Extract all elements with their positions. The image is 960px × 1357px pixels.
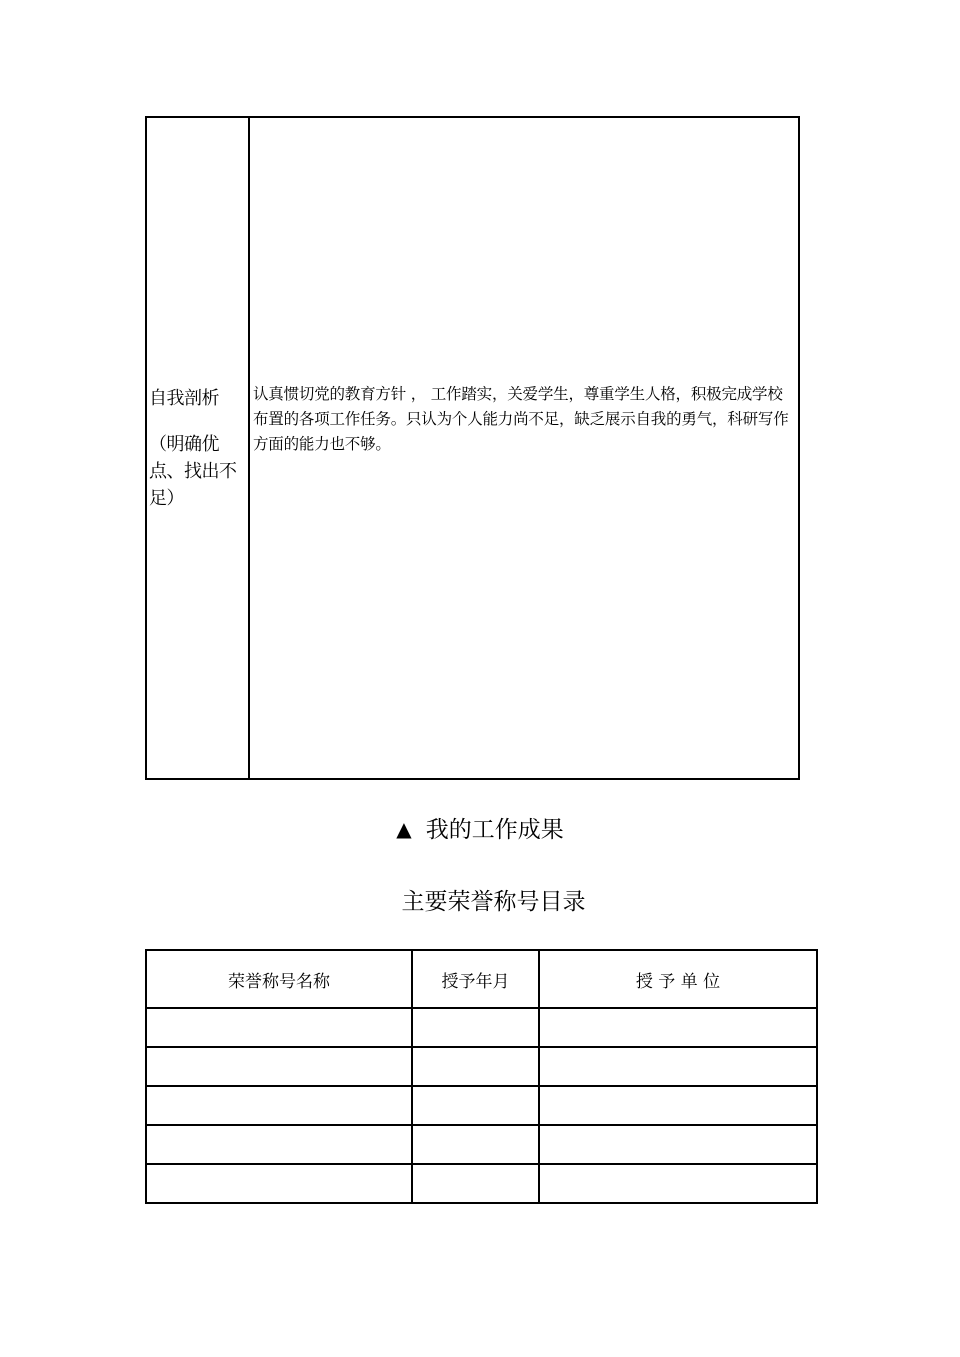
self-analysis-label-cell <box>147 118 250 778</box>
table-row <box>146 1008 817 1047</box>
self-analysis-content-cell <box>250 118 798 778</box>
table-row <box>146 1164 817 1203</box>
table-row <box>146 1047 817 1086</box>
table-row <box>146 1086 817 1125</box>
table-cell <box>539 1086 817 1125</box>
honors-header-row <box>146 950 817 1008</box>
triangle-icon: ▲ <box>396 817 412 841</box>
self-analysis-table <box>145 116 800 780</box>
table-cell <box>412 1008 539 1047</box>
table-cell <box>146 1086 412 1125</box>
table-cell <box>539 1047 817 1086</box>
table-cell <box>146 1047 412 1086</box>
header-award-date: 授予年月 <box>412 950 539 1008</box>
self-analysis-text: 认真惯切党的教育方针 ， 工作踏实，关爱学生，尊重学生人格，积极完成学校布置的各项工作任务。只认为个人能力尚不足，缺乏展示自我的勇气，科研写作方面的能力也不够。 <box>253 384 789 453</box>
section-title-text: 我的工作成果 <box>425 817 564 843</box>
table-cell <box>412 1086 539 1125</box>
self-analysis-label-note: （明确优点、找出不足） <box>149 433 237 509</box>
table-cell <box>539 1164 817 1203</box>
table-cell <box>539 1008 817 1047</box>
table-row <box>146 1125 817 1164</box>
table-cell <box>412 1125 539 1164</box>
table-cell <box>146 1008 412 1047</box>
table-cell <box>539 1125 817 1164</box>
section-heading <box>0 810 960 850</box>
self-analysis-label: 自我剖析 <box>149 387 219 409</box>
honors-table <box>145 949 818 1204</box>
header-honor-name: 荣誉称号名称 <box>146 950 412 1008</box>
table-cell <box>146 1164 412 1203</box>
table-cell <box>412 1047 539 1086</box>
honors-title: 主要荣誉称号目录 <box>401 889 586 915</box>
table-cell <box>412 1164 539 1203</box>
table-cell <box>146 1125 412 1164</box>
header-award-unit: 授 予 单 位 <box>539 950 817 1008</box>
